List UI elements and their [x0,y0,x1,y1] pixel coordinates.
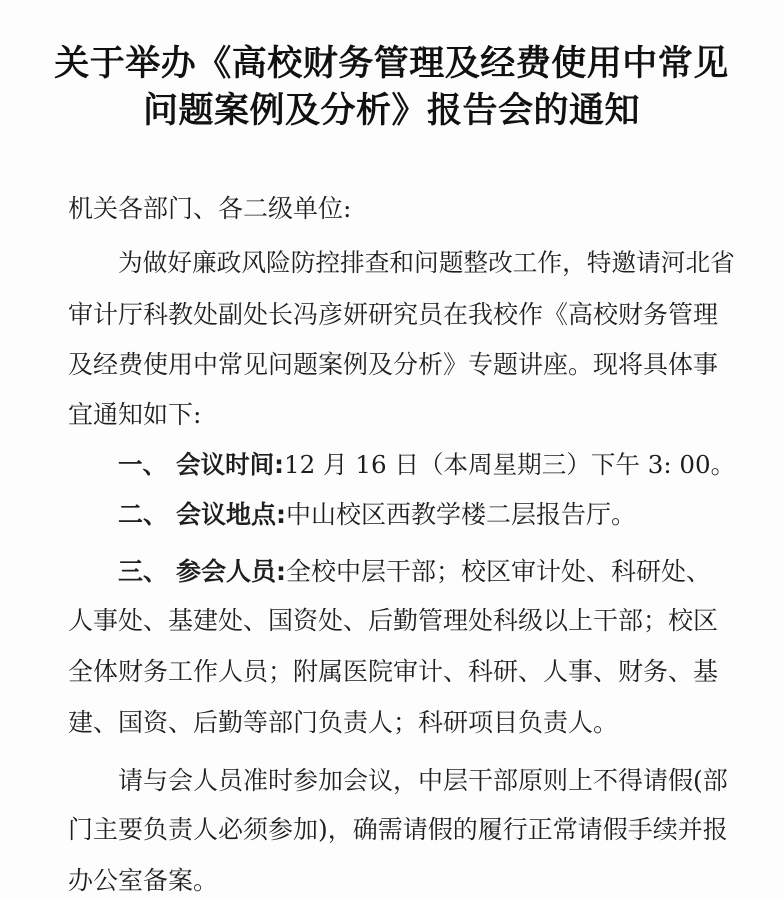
item-3 [118,557,711,587]
intro-line-4: 宜通知如下: [68,400,202,429]
item-3-value-line-2: 人事处、基建处、国资处、后勤管理处科级以上干部；校区 [68,606,719,635]
item-3-value-line-4: 建、国资、后勤等部门负责人；科研项目负责人。 [68,708,619,737]
closing-line-3: 办公室备案。 [68,866,219,895]
salutation: 机关各部门、各二级单位: [68,194,352,223]
intro-line-1: 为做好廉政风险防控排查和问题整改工作，特邀请河北省 [118,248,735,277]
item-1-label: 会议时间: [176,450,285,479]
intro-line-3: 及经费使用中常见问题案例及分析》专题讲座。现将具体事 [68,350,719,379]
item-1-number: 一、 [118,450,168,479]
item-2-number: 二、 [118,500,169,529]
notice-title-line-2: 问题案例及分析》报告会的通知 [142,91,640,131]
item-1 [118,450,735,480]
closing-line-1: 请与会人员准时参加会议，中层干部原则上不得请假(部 [118,766,728,795]
item-3-value-line-3: 全体财务工作人员；附属医院审计、科研、人事、财务、基 [68,657,719,686]
item-2-value: 中山校区西教学楼二层报告厅。 [286,500,637,529]
item-3-number: 三、 [118,557,169,586]
item-2 [118,500,636,530]
closing-line-2: 门主要负责人必须参加)，确需请假的履行正常请假手续并报 [68,815,728,844]
item-1-value: 12 月 16 日（本周星期三）下午 3: 00。 [284,450,736,479]
intro-line-2: 审计厅科教处副处长冯彦妍研究员在我校作《高校财务管理 [68,300,719,329]
item-3-value-line-1: 全校中层干部；校区审计处、科研处、 [286,557,712,586]
item-2-label: 会议地点: [176,500,286,529]
notice-title-line-1: 关于举办《高校财务管理及经费使用中常见 [54,44,729,84]
item-3-label: 参会人员: [176,557,286,586]
